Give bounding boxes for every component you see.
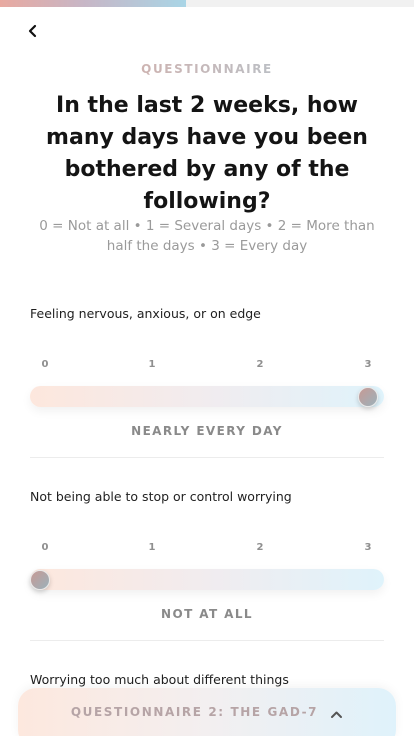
question-label: Not being able to stop or control worrying [30,489,292,504]
drawer-label: QUESTIONNAIRE 2: THE GAD-7 [70,705,319,719]
tick-label: 2 [256,542,264,553]
divider [30,457,384,458]
question-item [30,306,384,458]
scale-ticks [30,542,384,556]
slider-thumb[interactable] [358,387,378,407]
question-item [30,672,384,687]
slider-thumb[interactable] [30,570,50,590]
tick-label: 2 [256,359,264,370]
question-label: Feeling nervous, anxious, or on edge [30,306,261,321]
divider [30,640,384,641]
back-button[interactable] [22,20,44,42]
progress-bar [0,0,414,7]
selected-value-label: NEARLY EVERY DAY [131,424,283,438]
selected-value-label: NOT AT ALL [161,607,253,621]
question-label: Worrying too much about different things [30,672,289,687]
frequency-slider[interactable] [30,569,384,590]
question-item [30,489,384,641]
chevron-up-icon [330,706,343,719]
tick-label: 3 [364,542,372,553]
tick-label: 0 [41,542,49,553]
scale-ticks [30,359,384,373]
tick-label: 0 [41,359,49,370]
page-title: In the last 2 weeks, how many days have you been bothered by any of the following? [46,93,368,214]
frequency-slider[interactable] [30,386,384,407]
tick-label: 1 [148,542,156,553]
chevron-left-icon [26,24,40,38]
tick-label: 3 [364,359,372,370]
scale-legend: 0 = Not at all • 1 = Several days • 2 = More than half the days • 3 = Every day [39,218,375,254]
tick-label: 1 [148,359,156,370]
progress-fill [0,0,186,7]
questionnaire-drawer-toggle[interactable] [18,688,396,736]
section-eyebrow: QUESTIONNAIRE [0,62,414,76]
